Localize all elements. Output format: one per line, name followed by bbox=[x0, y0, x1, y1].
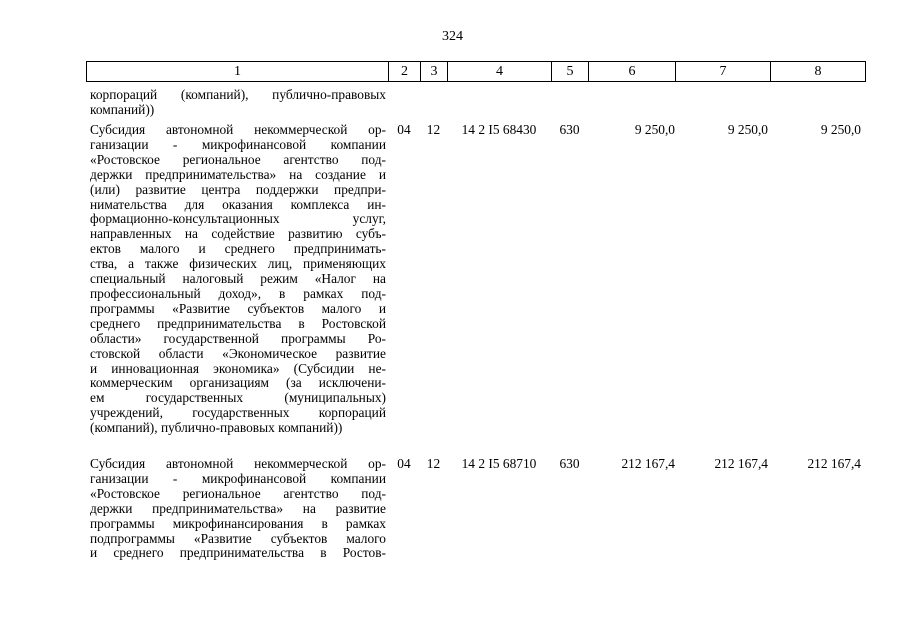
target-article-code: 14 2 I5 68430 bbox=[461, 122, 537, 137]
description-line: ганизации - микрофинансовой компании bbox=[90, 471, 386, 486]
target-article-code: 14 2 I5 68710 bbox=[461, 456, 537, 471]
subsection-code: 12 bbox=[426, 456, 441, 471]
column-header-1: 1 bbox=[87, 62, 389, 82]
description-line: среднего предпринимательства в Ростовской bbox=[90, 316, 386, 331]
description-line: подпрограммы «Развитие субъектов малого bbox=[90, 531, 386, 546]
description-line: формационно-консультационных услуг, bbox=[90, 212, 386, 227]
description-line: ганизации - микрофинансовой компании bbox=[90, 137, 386, 152]
description-line: ектов малого и среднего предпринимать- bbox=[90, 242, 386, 257]
description-line: «Ростовское региональное агентство под- bbox=[90, 152, 386, 167]
column-header-7: 7 bbox=[676, 62, 771, 82]
amount-column-6: 9 250,0 bbox=[634, 122, 675, 137]
column-header-8: 8 bbox=[771, 62, 866, 82]
column-header-5: 5 bbox=[552, 62, 589, 82]
description-line: ем государственных (муниципальных) bbox=[90, 391, 386, 406]
amount-column-7: 212 167,4 bbox=[714, 456, 768, 471]
description-line: профессиональный доход», в рамках под- bbox=[90, 286, 386, 301]
row-description bbox=[90, 457, 386, 561]
amount-column-8: 212 167,4 bbox=[807, 456, 861, 471]
description-line: «Ростовское региональное агентство под- bbox=[90, 486, 386, 501]
description-line: (или) развитие центра поддержки предпри- bbox=[90, 182, 386, 197]
description-line: корпораций (компаний), публично-правовых bbox=[90, 88, 386, 102]
row-description bbox=[90, 88, 386, 118]
description-line: стовской области «Экономическое развитие bbox=[90, 346, 386, 361]
description-line: и среднего предпринимательства в Ростов- bbox=[90, 546, 386, 561]
expense-type-code: 630 bbox=[559, 122, 580, 137]
description-line: специальный налоговый режим «Налог на bbox=[90, 272, 386, 287]
amount-column-7: 9 250,0 bbox=[727, 122, 768, 137]
description-line: области» государственной программы Ро- bbox=[90, 331, 386, 346]
description-line: ства, а также физических лиц, применяющих bbox=[90, 257, 386, 272]
description-line: коммерческим организациям (за исключени- bbox=[90, 376, 386, 391]
description-line: Субсидия автономной некоммерческой ор- bbox=[90, 457, 386, 471]
description-line: программы микрофинансирования в рамках bbox=[90, 516, 386, 531]
column-header-3: 3 bbox=[421, 62, 448, 82]
column-header-6: 6 bbox=[589, 62, 676, 82]
row-description bbox=[90, 123, 386, 436]
subsection-code: 12 bbox=[426, 122, 441, 137]
description-line: нимательства для оказания комплекса ин- bbox=[90, 197, 386, 212]
description-line: Субсидия автономной некоммерческой ор- bbox=[90, 123, 386, 137]
description-line: и инновационная экономика» (Субсидии не- bbox=[90, 361, 386, 376]
amount-column-6: 212 167,4 bbox=[621, 456, 675, 471]
description-line: учреждений, государственных корпораций bbox=[90, 406, 386, 421]
description-line: держки предпринимательства» на создание и bbox=[90, 167, 386, 182]
column-header-4: 4 bbox=[448, 62, 552, 82]
section-code: 04 bbox=[397, 456, 411, 471]
description-line: программы «Развитие субъектов малого и bbox=[90, 301, 386, 316]
section-code: 04 bbox=[397, 122, 411, 137]
page-number: 324 bbox=[442, 29, 463, 44]
expense-type-code: 630 bbox=[559, 456, 580, 471]
column-header-row bbox=[86, 61, 866, 82]
column-header-2: 2 bbox=[389, 62, 421, 82]
description-line: держки предпринимательства» на развитие bbox=[90, 501, 386, 516]
amount-column-8: 9 250,0 bbox=[820, 122, 861, 137]
description-line: (компаний), публично-правовых компаний)) bbox=[90, 421, 343, 436]
description-line: направленных на содействие развитию субъ- bbox=[90, 227, 386, 242]
description-line: компаний)) bbox=[90, 102, 155, 117]
